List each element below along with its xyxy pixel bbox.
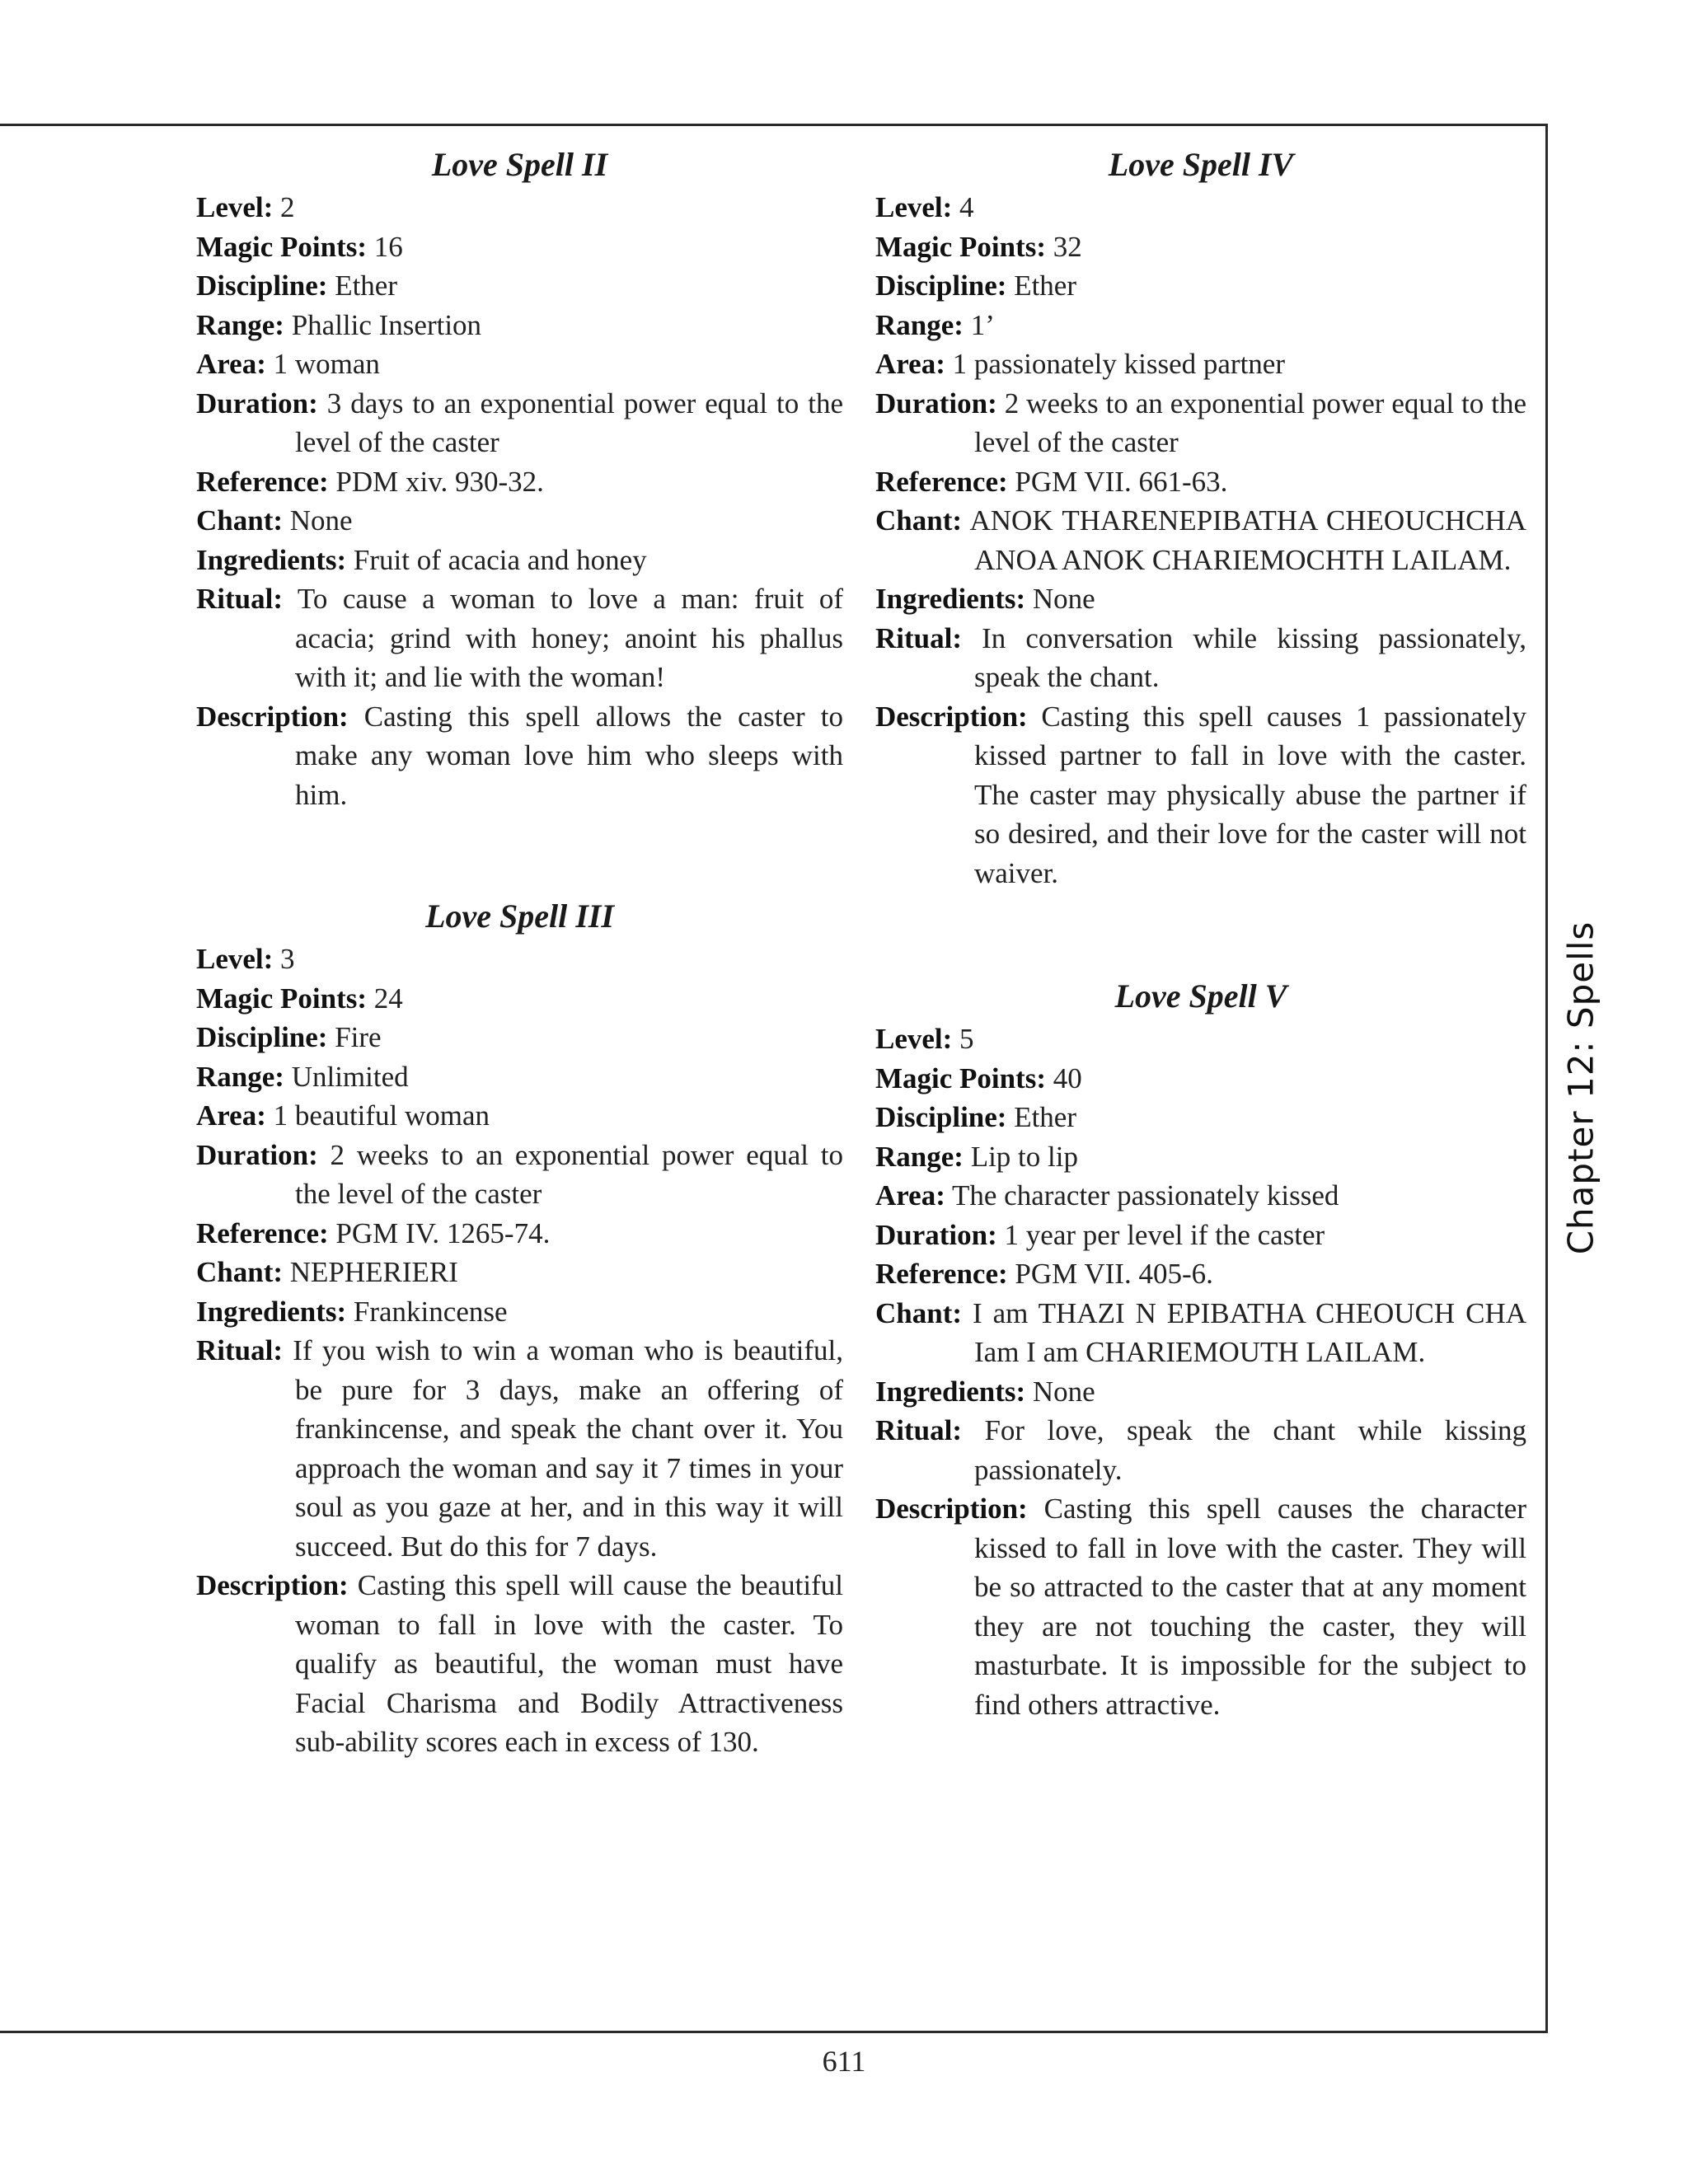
duration-label: Duration: [196,1138,318,1171]
area-value: 1 passionately kissed partner [945,348,1285,380]
magic-points-value: 24 [367,982,403,1015]
discipline-line [196,1018,843,1057]
reference-value: PGM VII. 405-6. [1007,1258,1213,1290]
ingredients-line [875,579,1526,619]
reference-value: PGM VII. 661-63. [1007,465,1228,498]
discipline-label: Discipline: [875,269,1007,302]
ingredients-value: Frankincense [346,1295,508,1328]
ritual-label: Ritual: [196,583,283,615]
ingredients-label: Ingredients: [196,1295,347,1328]
ritual-label: Ritual: [875,621,962,654]
ritual-value: To cause a woman to love a man: fruit of acacia; grind with honey; anoint his phallus with it; and lie with the woman! [283,583,843,693]
ingredients-value: None [1025,583,1095,615]
chapter-side-tab [1548,923,1614,1253]
spell-title: Love Spell IV [1108,146,1294,183]
discipline-label: Discipline: [196,1021,328,1053]
spell-spacer [196,814,843,893]
level-label: Level: [196,191,274,223]
discipline-value: Ether [1006,1101,1076,1133]
description-line [196,1566,843,1762]
ingredients-label: Ingredients: [875,583,1026,615]
spell-love-spell-iv [875,142,1526,893]
level-label: Level: [875,1023,953,1055]
duration-line [875,384,1526,462]
discipline-line [875,266,1526,306]
ritual-value: In conversation while kissing passionately, speak the chant. [962,621,1526,693]
magic-points-line [875,227,1526,267]
level-value: 5 [952,1023,974,1055]
area-line [875,344,1526,384]
reference-label: Reference: [875,1258,1008,1290]
spell-title: Love Spell II [431,146,608,183]
chant-line [875,501,1526,579]
area-line [196,1096,843,1136]
discipline-label: Discipline: [875,1101,1007,1133]
chant-label: Chant: [875,504,963,537]
range-line [196,1057,843,1097]
magic-points-value: 40 [1046,1062,1082,1094]
range-line [875,306,1526,345]
description-value: Casting this spell causes the character kissed to fall in love with the caster. They will be so attracted to the caster that at any moment they are not touching the caster, they will masturbate. It is impossible for the subject to find others attractive. [974,1493,1526,1721]
reference-label: Reference: [196,465,329,498]
duration-value: 3 days to an exponential power equal to the level of the caster [295,387,843,458]
duration-label: Duration: [875,387,997,419]
ritual-value: For love, speak the chant while kissing passionately. [962,1414,1526,1486]
magic-points-label: Magic Points: [875,230,1047,263]
magic-points-line [196,227,843,267]
duration-label: Duration: [196,387,318,419]
level-line [875,188,1526,227]
magic-points-label: Magic Points: [875,1062,1047,1094]
area-line [196,344,843,384]
ingredients-label: Ingredients: [875,1375,1026,1408]
magic-points-label: Magic Points: [196,230,368,263]
range-value: 1’ [963,308,995,341]
ritual-line [196,579,843,697]
level-value: 3 [273,943,295,975]
discipline-line [875,1098,1526,1137]
spell-spacer [875,893,1526,973]
ritual-label: Ritual: [196,1334,283,1366]
description-value: Casting this spell allows the caster to make any woman love him who sleeps with him. [295,700,843,811]
range-value: Phallic Insertion [284,308,482,341]
ritual-line [875,1411,1526,1489]
description-line [875,697,1526,893]
left-column [196,142,843,1762]
chant-label: Chant: [196,1256,284,1288]
range-label: Range: [196,1060,284,1093]
range-value: Lip to lip [963,1140,1078,1173]
ingredients-label: Ingredients: [196,543,347,576]
magic-points-value: 32 [1046,230,1082,263]
description-value: Casting this spell causes 1 passionately kissed partner to fall in love with the caster. The caster may physically abuse the partner if so desired, and their love for the caster will not waiver. [974,700,1526,889]
description-line [875,1489,1526,1724]
reference-line [875,1254,1526,1294]
ritual-value: If you wish to win a woman who is beautiful, be pure for 3 days, make an offering of frankincense, and speak the chant over it. You approach the woman and say it 7 times in your soul as you gaze at her, and in this way it will succeed. But do this for 7 days. [283,1334,843,1563]
discipline-value: Ether [327,269,397,302]
area-value: 1 woman [265,348,380,380]
level-label: Level: [196,943,274,975]
chant-label: Chant: [875,1296,963,1329]
duration-value: 1 year per level if the caster [996,1218,1325,1251]
magic-points-line [875,1059,1526,1099]
duration-label: Duration: [875,1218,997,1251]
range-value: Unlimited [284,1060,409,1093]
range-label: Range: [875,1140,964,1173]
page-number: 611 [822,2045,866,2078]
duration-line [196,384,843,462]
level-line [196,188,843,227]
ritual-line [196,1331,843,1566]
ingredients-line [875,1372,1526,1412]
right-column [875,142,1526,1724]
chapter-side-tab-label: Chapter 12: Spells [1560,921,1601,1255]
chant-value: I am THAZI N EPIBATHA CHEOUCH CHA Iam I am CHARIEMOUTH LAILAM. [962,1296,1526,1368]
level-label: Level: [875,191,953,223]
level-value: 2 [273,191,295,223]
level-line [196,940,843,979]
range-label: Range: [196,308,284,341]
duration-line [875,1216,1526,1255]
description-value: Casting this spell will cause the beautiful woman to fall in love with the caster. To qualify as beautiful, the woman must have Facial Charisma and Bodily Attractiveness sub-ability scores each in excess of 130. [295,1569,843,1758]
area-label: Area: [196,348,266,380]
reference-line [196,462,843,502]
chant-value: NEPHERIERI [283,1256,458,1288]
reference-label: Reference: [196,1216,329,1249]
magic-points-line [196,979,843,1019]
discipline-value: Ether [1006,269,1076,302]
ingredients-line [196,1292,843,1332]
chant-value: None [283,504,353,537]
ingredients-value: Fruit of acacia and honey [346,543,647,576]
chant-value: ANOK THARENEPIBATHA CHEOUCHCHA ANOA ANOK CHARIEMOCHTH LAILAM. [962,504,1526,576]
ingredients-value: None [1025,1375,1095,1408]
ritual-line [875,619,1526,697]
range-line [875,1137,1526,1177]
area-label: Area: [875,348,945,380]
area-line [875,1176,1526,1216]
description-label: Description: [875,1493,1028,1525]
duration-value: 2 weeks to an exponential power equal to the level of the caster [974,387,1526,458]
spell-love-spell-iii [196,893,843,1762]
area-label: Area: [875,1179,945,1212]
reference-value: PDM xiv. 930-32. [328,465,544,498]
range-label: Range: [875,308,964,341]
magic-points-value: 16 [367,230,403,263]
spell-title: Love Spell V [1114,977,1287,1015]
description-line [196,697,843,815]
chant-line [196,1253,843,1292]
chant-line [875,1294,1526,1372]
reference-line [875,462,1526,502]
area-label: Area: [196,1099,266,1132]
area-value: The character passionately kissed [945,1179,1339,1212]
reference-line [196,1214,843,1254]
ritual-label: Ritual: [875,1414,962,1446]
discipline-line [196,266,843,306]
duration-line [196,1136,843,1214]
ingredients-line [196,541,843,580]
description-label: Description: [196,1569,349,1601]
discipline-value: Fire [327,1021,382,1053]
description-label: Description: [196,700,349,733]
chant-line [196,501,843,541]
area-value: 1 beautiful woman [265,1099,490,1132]
level-value: 4 [952,191,974,223]
reference-value: PGM IV. 1265-74. [328,1216,551,1249]
description-label: Description: [875,700,1028,733]
spell-love-spell-v [875,973,1526,1724]
spell-love-spell-ii [196,142,843,814]
spell-title: Love Spell III [425,898,614,935]
discipline-label: Discipline: [196,269,328,302]
chant-label: Chant: [196,504,284,537]
magic-points-label: Magic Points: [196,982,368,1015]
reference-label: Reference: [875,465,1008,498]
duration-value: 2 weeks to an exponential power equal to the level of the caster [295,1138,843,1210]
level-line [875,1019,1526,1059]
range-line [196,306,843,345]
